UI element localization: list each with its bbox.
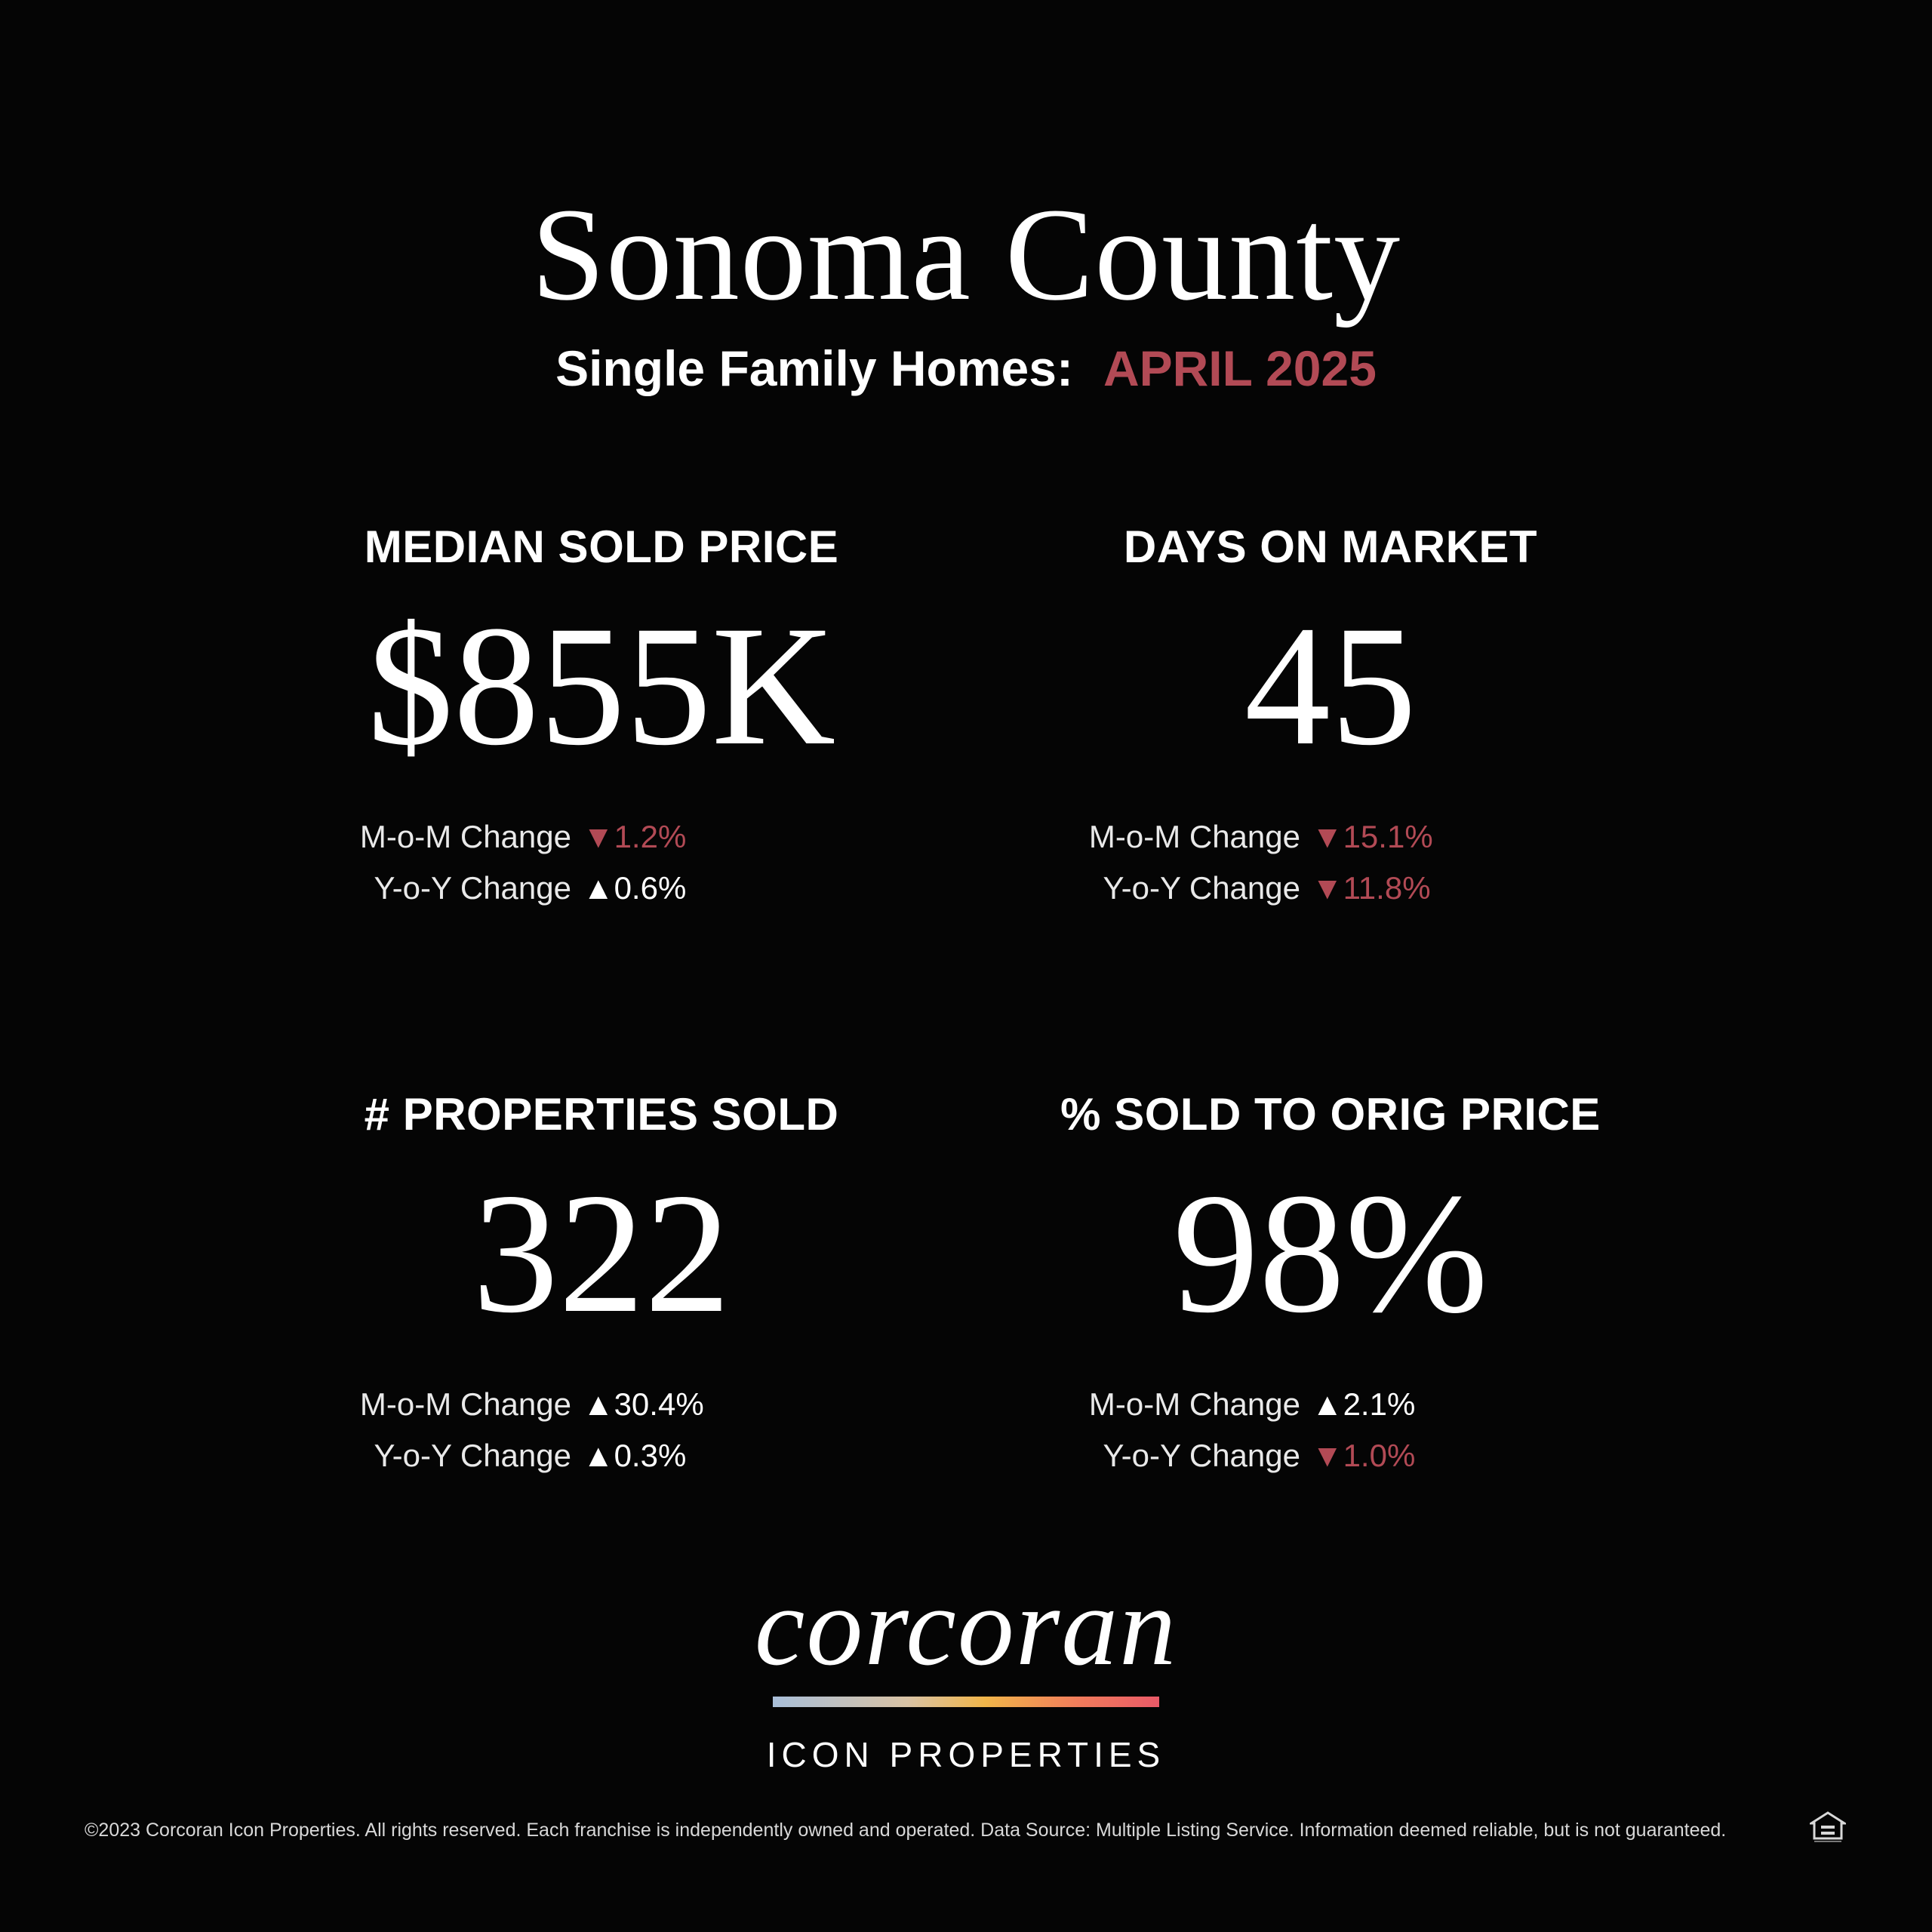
stat-median-sold-price xyxy=(262,521,941,906)
brand-gradient-bar xyxy=(773,1697,1159,1707)
stat-heading: MEDIAN SOLD PRICE xyxy=(364,521,839,572)
yoy-change-value: ▲0.6% xyxy=(583,870,687,906)
stat-heading: # PROPERTIES SOLD xyxy=(364,1089,839,1140)
stat-heading: DAYS ON MARKET xyxy=(1123,521,1538,572)
yoy-change-value: ▼11.8% xyxy=(1312,870,1431,906)
yoy-change-row xyxy=(991,1430,1670,1481)
stat-days-on-market xyxy=(991,521,1670,906)
yoy-change-label: Y-o-Y Change xyxy=(1103,870,1300,906)
mom-change-label: M-o-M Change xyxy=(1088,819,1300,854)
stat-value: $855K xyxy=(367,591,836,781)
stat-value: 98% xyxy=(1173,1158,1488,1349)
subtitle-month: APRIL 2025 xyxy=(1103,340,1377,396)
brand-wordmark: corcoran xyxy=(754,1564,1178,1689)
page-title: Sonoma County xyxy=(531,181,1401,328)
stat-sold-to-orig-price xyxy=(991,1089,1670,1473)
yoy-change-value: ▲0.3% xyxy=(583,1438,687,1473)
stat-properties-sold xyxy=(262,1089,941,1473)
mom-change-value: ▼15.1% xyxy=(1312,819,1433,854)
mom-change-row xyxy=(262,1379,941,1430)
mom-change-value: ▲2.1% xyxy=(1312,1386,1416,1422)
yoy-change-row xyxy=(991,863,1670,914)
mom-change-label: M-o-M Change xyxy=(359,1386,571,1422)
yoy-change-row xyxy=(262,863,941,914)
stat-value: 45 xyxy=(1244,591,1417,781)
yoy-change-label: Y-o-Y Change xyxy=(1103,1438,1300,1473)
page-subtitle xyxy=(0,340,1932,396)
mom-change-value: ▼1.2% xyxy=(583,819,687,854)
yoy-change-value: ▼1.0% xyxy=(1312,1438,1416,1473)
brand-tagline: ICON PROPERTIES xyxy=(766,1735,1166,1774)
stat-heading: % SOLD TO ORIG PRICE xyxy=(1060,1089,1601,1140)
mom-change-row xyxy=(262,811,941,863)
brand-logo xyxy=(0,1564,1932,1774)
mom-change-row xyxy=(991,811,1670,863)
yoy-change-row xyxy=(262,1430,941,1481)
footer-disclaimer: ©2023 Corcoran Icon Properties. All rights reserved. Each franchise is independently owned and operated. Data Source: Multiple Listing Service. Information deemed reliable, but is not guaranteed. xyxy=(85,1820,1727,1841)
stat-value: 322 xyxy=(472,1158,731,1349)
yoy-change-label: Y-o-Y Change xyxy=(374,1438,571,1473)
mom-change-row xyxy=(991,1379,1670,1430)
mom-change-label: M-o-M Change xyxy=(1088,1386,1300,1422)
yoy-change-label: Y-o-Y Change xyxy=(374,870,571,906)
mom-change-value: ▲30.4% xyxy=(583,1386,704,1422)
subtitle-label: Single Family Homes: xyxy=(555,340,1073,396)
mom-change-label: M-o-M Change xyxy=(359,819,571,854)
equal-housing-opportunity-icon xyxy=(1810,1811,1846,1844)
